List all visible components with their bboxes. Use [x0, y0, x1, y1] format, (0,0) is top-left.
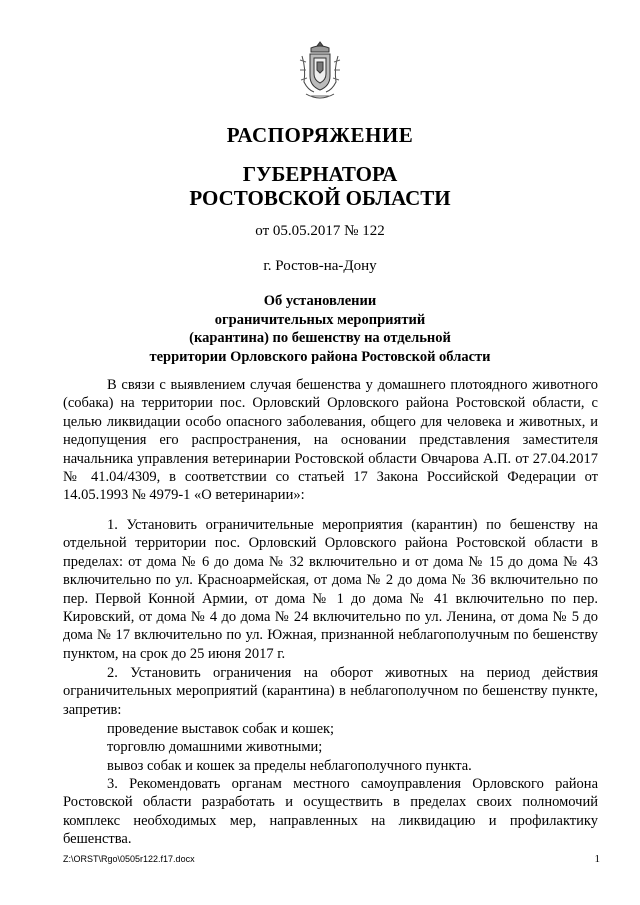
subject-line-1: Об установлении [263, 293, 377, 309]
coat-of-arms-icon [298, 40, 342, 104]
intro-paragraph: В связи с выявлением случая бешенства у домашнего плотоядного животного (собака) на территории пос. Орловский Орловского района Ростовской области, с целью ликвидации особо опасного заболевания, общего для человека и животных, и недопущения его распространения, на основании представления заместителя начальника управления ветеринарии Ростовской области Овчарова А.П. от 27.04.2017 № 41.04/4309, в соответствии со статьей 17 Закона Российской Федерации от 14.05.1993 № 4979-1 «О ветеринарии»: [63, 377, 598, 504]
subject-line-4: территории Орловского района Ростовской области [149, 348, 491, 365]
document-city: г. Ростов-на-Дону [263, 258, 377, 274]
item-1-paragraph: 1. Установить ограничительные мероприятия (карантин) по бешенству на отдельной территории пос. Орловский Орловского района Ростовской области в пределах: от дома № 6 до дома № 32 включительно и от дома № 15 до дома № 43 включительно по ул. Красноармейская, от дома № 2 до дома № 36 включительно по пер. Первой Конной Армии, от дома № 1 до дома № 41 включительно по пер. Кировский, от дома № 4 до дома № 24 включительно по ул. Ленина, от дома № 5 до дома № 17 включительно по ул. Южная, признанной неблагополучным по бешенству пунктом, на срок до 25 июня 2017 г. [63, 517, 598, 662]
issuer-title-line-1: ГУБЕРНАТОРА [242, 162, 398, 186]
subject-line-3: (карантина) по бешенству на отдельной [189, 330, 451, 346]
page-number: 1 [594, 853, 600, 865]
item-2-prohibitions-list [63, 720, 598, 775]
list-item: проведение выставок собак и кошек; [107, 721, 335, 737]
footer-file-path: Z:\ORST\Rgo\0505r122.f17.docx [63, 854, 195, 864]
list-item: торговлю домашними животными; [107, 739, 323, 756]
item-2-paragraph: 2. Установить ограничения на оборот животных на период действия ограничительных мероприятий (карантина) в неблагополучном по бешенству пункте, запретив: [63, 665, 598, 718]
document-date: от 05.05.2017 № 122 [255, 223, 385, 239]
item-3-paragraph: 3. Рекомендовать органам местного самоуправления Орловского района Ростовской области разработать и осуществить в пределах своих полномочий комплекс необходимых мер, направленных на ликвидацию и профилактику бешенства. [63, 776, 598, 848]
document-subject [0, 292, 640, 366]
document-type-title: РАСПОРЯЖЕНИЕ [226, 123, 414, 147]
issuer-title-line-2: РОСТОВСКОЙ ОБЛАСТИ [189, 186, 451, 210]
list-item: вывоз собак и кошек за пределы неблагополучного пункта. [107, 757, 472, 774]
subject-line-2: ограничительных мероприятий [214, 311, 426, 328]
